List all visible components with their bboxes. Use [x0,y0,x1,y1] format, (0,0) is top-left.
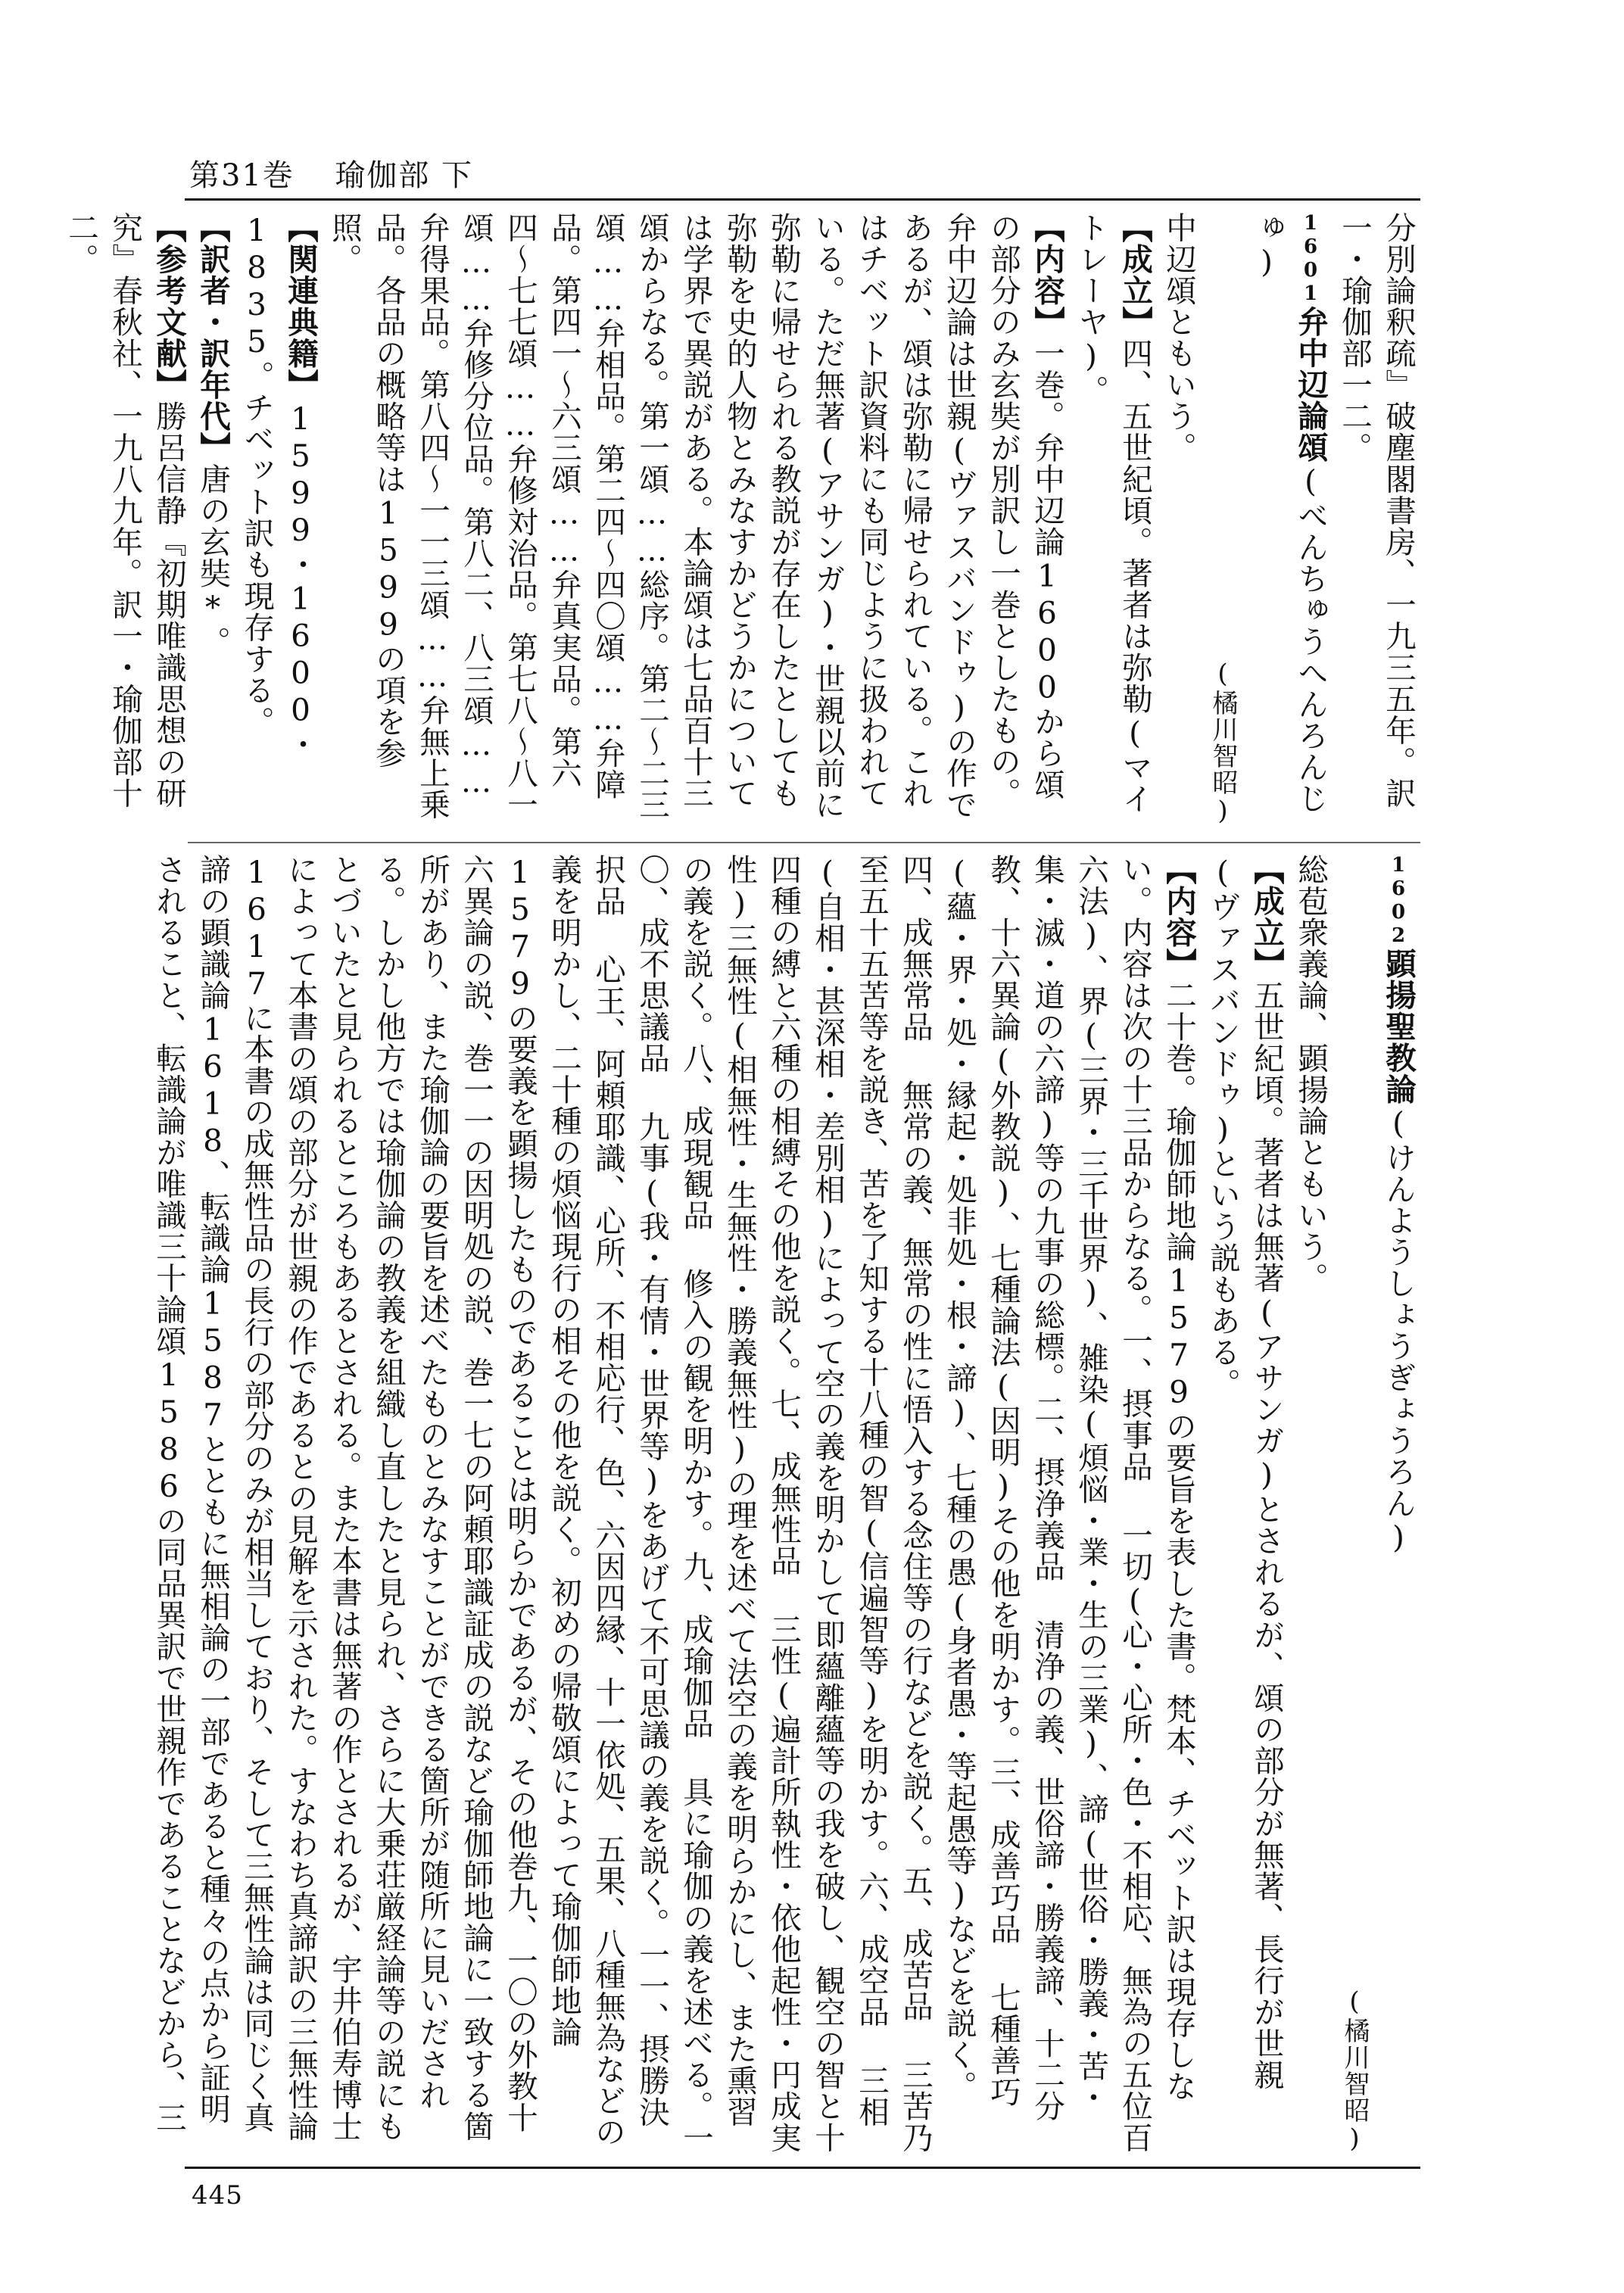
section-text: 一巻。弁中辺論1600から頌の部分のみ玄奘が別訳し一巻としたもの。弁中辺論は世親(ヴァスバンドゥ)の作であるが、頌は弥勒に帰せられている。これはチベット訳資料にも同じように扱われている。ただ無著(アサンガ)・世親以前に弥勒に帰せられる教説が存在したとしても弥勒を史的人物とみなすかどうかについては学界で異説がある。本論頌は七品百十三頌からなる。第一頌……総序。第二〜二三頌……弁相品。第二四〜四〇頌……弁障品。第四一〜六三頌……弁真実品。第六四〜七七頌……弁修対治品。第七八〜八一頌……弁修分位品。第八二、八三頌……弁得果品。第八四〜一一三頌……弁無上乗品。各品の概略等は1599の項を参照。 [326,212,1065,821]
entry-translator [191,212,235,827]
author-credit: (橘川智昭) [1208,659,1238,827]
entry-1601-heading [1201,212,1333,827]
entry-references [59,212,191,827]
section-label: 【訳者・訳年代】 [195,212,231,463]
section-text: 勝呂信静『初期唯識思想の研究』春秋社、一九八九年。訳一・瑜伽部十二。 [63,212,187,809]
carry-over-text: 分別論釈疏』破塵閣書房、一九三五年。訳一・瑜伽部一二。 [1336,212,1417,809]
entry-title: 顕揚聖教論 [1380,948,1417,1105]
entry-reading: (けんようしょうぎょうろん) [1380,1104,1417,1556]
section-label: 【内容】 [1029,212,1065,338]
header-rule [185,198,1420,201]
entry-related [235,212,323,827]
section-text: 五世紀頃。著者は無著(アサンガ)とされるが、頌の部分が無著、長行が世親(ヴァスバンドゥ)という説もある。 [1205,854,1285,2091]
section-text: 1599・1600・1835。チベット訳も現存する。 [238,212,319,760]
lower-tier [151,854,1420,2154]
section-label: 瑜伽部 下 [335,158,474,193]
entry-origin [1069,212,1157,827]
entry-alt-name: 総苞衆義論、顕揚論ともいう。 [1292,854,1329,1294]
volume-label: 第31巻 [189,158,295,193]
section-label: 【参考文献】 [151,212,187,400]
entry-origin [1201,854,1289,2154]
entry-number: 1602 [1387,854,1410,948]
author-credit: (橘川智昭) [1339,1986,1370,2154]
section-label: 【成立】 [1117,212,1153,338]
section-text: 四、五世紀頃。著者は弥勒(マイトレーヤ)。 [1073,212,1153,815]
entry-1602-heading [1333,854,1420,2154]
entry-content [323,212,1069,827]
footer-rule [185,2167,1420,2169]
section-label: 【内容】 [1161,854,1197,980]
entry-reading: (べんちゅうへんろんじゅ) [1248,212,1329,815]
tier-divider [188,842,1420,843]
running-header [189,151,473,195]
section-label: 【成立】 [1248,854,1285,980]
entry-alt-name: 中辺頌ともいう。 [1161,212,1197,463]
entry-title: 弁中辺論頌 [1292,306,1329,463]
page-number: 445 [192,2180,243,2210]
section-label: 【関連典籍】 [282,212,319,400]
section-text: 唐の玄奘*。 [195,463,231,658]
entry-number: 1601 [1299,212,1322,306]
entry-content [147,854,1201,2154]
section-text: 二十巻。瑜伽師地論1579の要旨を表した書。梵本、チベット訳は現存しない。内容は次の十三品からなる。一、摂事品 一切(心・心所・色・不相応、無為の五位百六法)、界(三界・三千世界)、雑染(煩悩・業・生の三業)、諦(世俗・勝義・苦・集・滅・道の六諦)等の九事の総標。二、摂浄義品 清浄の義、世俗諦・勝義諦、十二分教、十六異論(外教説)、七種論法(因明)その他を明かす。三、成善巧品 七種善巧(蘊・界・処・縁起・処非処・根・諦)、七種の愚(身者愚・等起愚等)などを説く。四、成無常品 無常の義、無常の性に悟入する念住等の行などを説く。五、成苦品 三苦乃至五十五苦等を説き、苦を了知する十八種の智(信遍智等)を明かす。六、成空品 三相(自相・甚深相・差別相)によって空の義を明かして即蘊離蘊等の我を破し、観空の智と十四種の縛と六種の相縛その他を説く。七、成無性品 三性(遍計所執性・依他起性・円成実性)三無性(相無性・生無性・勝義無性)の理を述べて法空の義を明らかにし、また熏習の義を説く。八、成現観品 修入の観を明かす。九、成瑜伽品 具に瑜伽の義を述べる。一〇、成不思議品 九事(我・有情・世界等)をあげて不可思議の義を説く。一一、摂勝決択品 心王、阿頼耶識、心所、不相応行、色、六因四縁、十一依処、五果、八種無為などの義を明かし、二十種の煩悩現行の相その他を説く。初めの帰敬頌によって瑜伽師地論1579の要義を顕揚したものであることは明らかであるが、その他巻九、一〇の外教十六異論の説、巻一一の因明処の説、巻一七の阿頼耶識証成の説など瑜伽師地論に一致する箇所があり、また瑜伽論の要旨を述べたものとみなすことができる箇所が随所に見いだされる。しかし他方では瑜伽論の教義を組織し直したと見られ、さらに大乗荘厳経論等の説にもとづいたと見られるところもあるとされる。また本書は無著の作とされるが、宇井伯寿博士によって本書の頌の部分が世親の作であるとの見解を示された。すなわち真諦訳の三無性論1617に本書の成無性品の長行の部分のみが相当しており、そして三無性論は同じく真諦の顕識論1618、転識論1587とともに無相論の一部であると種々の点から証明されること、転識論が唯識三十論頌1586の同品異訳で世親作であることなどから、三 [151,854,1197,2154]
upper-tier [63,212,1420,827]
